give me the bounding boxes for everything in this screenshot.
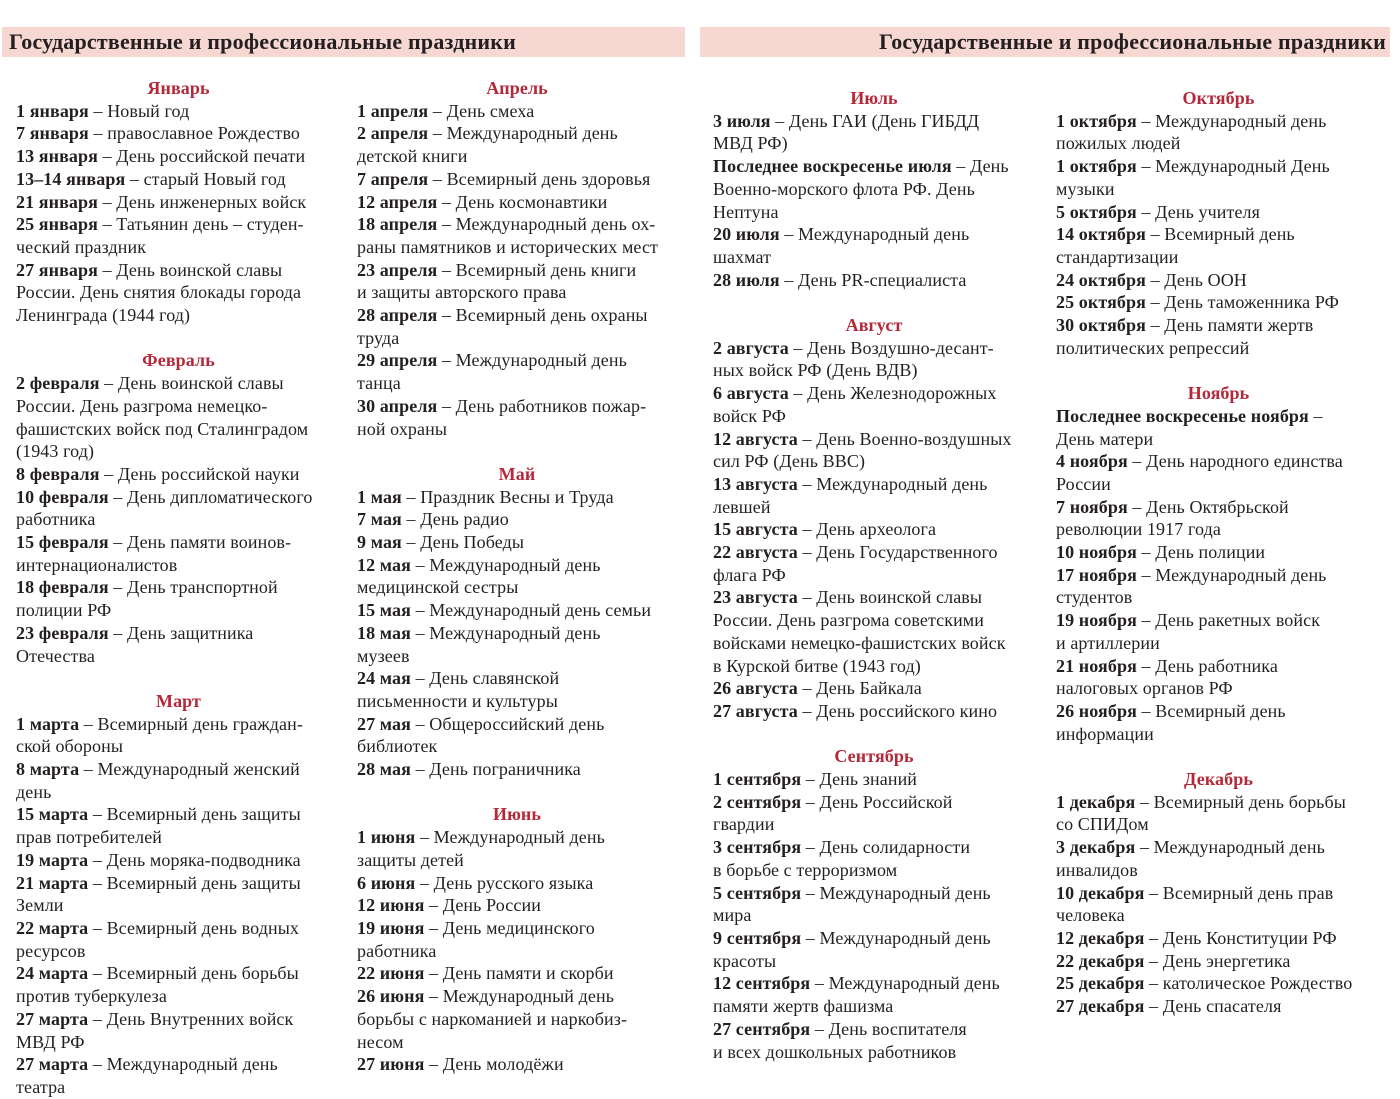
holiday-entry: [16, 100, 341, 123]
holiday-name: – старый Новый год: [125, 168, 286, 189]
holiday-entry: [357, 826, 677, 871]
holiday-date: 18 февраля: [16, 577, 109, 598]
holiday-entry: [357, 758, 677, 781]
holiday-entry: [357, 168, 677, 191]
holiday-date: 24 октября: [1056, 269, 1146, 290]
month-spacer: [1056, 745, 1381, 768]
holiday-name: – Международный день левшей: [713, 473, 988, 517]
holiday-date: 21 марта: [16, 872, 89, 893]
column-4: [1056, 87, 1381, 1018]
holiday-entry: [713, 223, 1035, 268]
holiday-name: – Общероссийский день библиотек: [357, 713, 605, 757]
holiday-date: 27 декабря: [1056, 996, 1145, 1017]
holiday-date: 27 июня: [357, 1054, 425, 1075]
holiday-entry: [713, 768, 1035, 791]
holiday-entry: [1056, 541, 1381, 564]
holiday-name: – День народного единства России: [1056, 451, 1343, 494]
month-spacer: [713, 723, 1035, 746]
holiday-entry: [357, 622, 677, 667]
holiday-name: – Всемирный день водных ресурсов: [16, 917, 299, 961]
holiday-date: 24 мая: [357, 668, 411, 689]
holiday-entry: [1056, 564, 1381, 609]
holiday-date: 13 августа: [713, 473, 798, 494]
holiday-name: – Международный день шахмат: [713, 224, 970, 267]
holiday-entry: [16, 622, 341, 667]
holiday-name: – День инженерных войск: [97, 191, 307, 212]
holiday-date: 12 июня: [357, 895, 425, 916]
holiday-entry: [1056, 791, 1381, 836]
holiday-entry: [16, 213, 341, 258]
holiday-date: 13–14 января: [16, 168, 126, 189]
holiday-date: 30 октября: [1056, 315, 1146, 336]
holiday-entry: [713, 836, 1035, 881]
holiday-date: 7 ноября: [1056, 496, 1128, 517]
holiday-entry: [357, 894, 677, 917]
holiday-date: 3 сентября: [713, 837, 802, 858]
holiday-entry: [16, 1053, 341, 1098]
holiday-entry: [357, 985, 677, 1053]
holiday-date: 27 августа: [713, 700, 798, 721]
holiday-entry: [16, 372, 341, 463]
holiday-name: – Международный женский день: [16, 759, 300, 802]
holiday-date: 1 апреля: [357, 100, 429, 121]
holiday-entry: [357, 667, 677, 712]
holiday-date: 10 февраля: [16, 486, 109, 507]
column-3: [713, 87, 1035, 1063]
holiday-date: 6 августа: [713, 383, 789, 404]
holiday-entry: [713, 1018, 1035, 1063]
holiday-name: – Международный день театра: [16, 1054, 278, 1097]
holiday-entry: [357, 349, 677, 394]
holiday-entry: [16, 758, 341, 803]
holiday-date: 6 июня: [357, 872, 416, 893]
holiday-date: 1 мая: [357, 486, 402, 507]
holiday-name: – День дипломатического работника: [16, 486, 313, 530]
holiday-date: 26 ноября: [1056, 700, 1137, 721]
holiday-date: 15 мая: [357, 600, 411, 621]
holiday-entry: [1056, 314, 1381, 359]
holiday-entry: [1056, 882, 1381, 927]
holiday-name: – День Октябрьской революции 1917 года: [1056, 496, 1289, 540]
holiday-date: 17 ноября: [1056, 564, 1137, 585]
page-title-right: Государственные и профессиональные праздники: [878, 29, 1386, 54]
holiday-entry: [16, 531, 341, 576]
holiday-name: – День Байкала: [797, 678, 922, 699]
holiday-entry: [357, 259, 677, 304]
holiday-date: 4 ноября: [1056, 451, 1128, 472]
holiday-entry: [357, 531, 677, 554]
holiday-entry: [713, 700, 1035, 723]
holiday-name: – День ГАИ (День ГИБДД МВД РФ): [713, 110, 980, 154]
holiday-entry: [357, 508, 677, 531]
holiday-entry: [357, 599, 677, 622]
holiday-entry: [16, 122, 341, 145]
holiday-name: – День работников пожар- ной охраны: [357, 395, 647, 439]
holiday-date: 29 апреля: [357, 350, 438, 371]
holiday-name: – Новый год: [88, 100, 190, 121]
holiday-name: – День памяти жертв политических репрессий: [1056, 315, 1314, 358]
holiday-date: 1 сентября: [713, 769, 802, 790]
holiday-date: 12 августа: [713, 428, 798, 449]
month-heading: Декабрь: [1184, 769, 1253, 790]
holiday-entry: [16, 486, 341, 531]
holiday-date: 7 апреля: [357, 168, 429, 189]
holiday-entry: [713, 586, 1035, 677]
holiday-entry: [357, 554, 677, 599]
holiday-entry: [357, 213, 677, 258]
holiday-name: – Международный день музеев: [357, 622, 601, 666]
holiday-name: – Международный день борьбы с наркоманией и наркобиз- несом: [357, 986, 628, 1052]
holiday-entry: [357, 962, 677, 985]
holiday-date: 27 сентября: [713, 1018, 811, 1039]
holiday-name: – День космонавтики: [437, 191, 608, 212]
holiday-name: – православное Рождество: [88, 123, 301, 144]
holiday-date: 3 декабря: [1056, 837, 1136, 858]
holiday-date: 19 июня: [357, 917, 425, 938]
month-heading: Июль: [850, 88, 898, 108]
holiday-date: 2 августа: [713, 337, 789, 358]
holiday-date: 1 октября: [1056, 156, 1137, 177]
holiday-entry: [357, 395, 677, 440]
holiday-name: – День PR-специалиста: [779, 269, 967, 290]
holiday-name: – День Российской гвардии: [713, 791, 953, 835]
holiday-name: – День ООН: [1145, 269, 1247, 290]
holiday-name: – Международный день пожилых людей: [1056, 110, 1327, 154]
holiday-name: – День солидарности в борьбе с терроризмом: [713, 837, 971, 880]
holiday-date: 12 мая: [357, 554, 411, 575]
holiday-name: – Татьянин день – студен- ческий праздник: [16, 214, 304, 257]
holiday-date: 22 июня: [357, 963, 425, 984]
holiday-entry: [1056, 972, 1381, 995]
holiday-date: 22 декабря: [1056, 950, 1145, 971]
month-spacer: [16, 327, 341, 350]
holiday-date: 18 мая: [357, 622, 411, 643]
holiday-entry: [1056, 269, 1381, 292]
holiday-date: 13 января: [16, 146, 98, 167]
holiday-date: 1 марта: [16, 713, 80, 734]
holiday-name: – Международный день танца: [357, 350, 627, 394]
month-heading: Июнь: [492, 804, 542, 825]
holiday-name: – Всемирный день граждан- ской обороны: [16, 713, 303, 757]
holiday-name: – Всемирный день защиты прав потребителей: [16, 804, 301, 848]
holiday-date: 21 января: [16, 191, 98, 212]
holiday-entry: [713, 518, 1035, 541]
holiday-entry: [713, 337, 1035, 382]
holiday-name: – День славянской письменности и культуры: [357, 668, 560, 711]
holiday-entry: [357, 100, 677, 123]
holiday-name: – День Государственного флага РФ: [713, 542, 998, 585]
holiday-entry: [713, 269, 1035, 292]
month-spacer: [713, 291, 1035, 314]
holiday-date: 27 марта: [16, 1008, 89, 1029]
month-heading: Март: [155, 690, 201, 711]
holiday-date: 18 апреля: [357, 214, 438, 235]
holiday-entry: [713, 428, 1035, 473]
holiday-entry: [16, 713, 341, 758]
holiday-name: – День Железнодорожных войск РФ: [713, 383, 997, 426]
holiday-date: 21 ноября: [1056, 655, 1137, 676]
holiday-date: 12 декабря: [1056, 927, 1145, 948]
holiday-entry: [357, 122, 677, 167]
holiday-name: – Праздник Весны и Труда: [401, 486, 614, 507]
holiday-entry: [1056, 655, 1381, 700]
holiday-entry: [16, 145, 341, 168]
holiday-entry: [1056, 836, 1381, 881]
holiday-name: – День учителя: [1136, 201, 1261, 222]
holiday-entry: [357, 917, 677, 962]
holiday-date: 1 июня: [357, 827, 416, 848]
holiday-date: 27 мая: [357, 713, 411, 734]
holiday-date: 9 сентября: [713, 927, 802, 948]
holiday-date: 26 августа: [713, 678, 798, 699]
holiday-date: 9 мая: [357, 532, 402, 553]
holiday-name: – День знаний: [801, 769, 918, 790]
holiday-entry: [1056, 201, 1381, 224]
holiday-entry: [713, 473, 1035, 518]
holiday-entry: [16, 917, 341, 962]
holiday-entry: [1056, 405, 1381, 450]
holiday-name: – День полиции: [1136, 542, 1266, 563]
holiday-name: – День моряка-подводника: [88, 849, 301, 870]
holiday-name: – День Внутренних войск МВД РФ: [16, 1008, 294, 1052]
holiday-name: – День работника налоговых органов РФ: [1056, 655, 1278, 699]
holiday-date: 15 августа: [713, 519, 798, 540]
holiday-entry: [16, 1008, 341, 1053]
holiday-name: – День Конституции РФ: [1144, 927, 1337, 948]
holiday-entry: [1056, 950, 1381, 973]
holiday-entry: [1056, 110, 1381, 155]
holiday-name: – День воинской славы России. День разгрома немецко- фашистских войск под Сталинградом (1943 год): [16, 373, 309, 462]
holiday-entry: [1056, 223, 1381, 268]
holiday-date: 28 апреля: [357, 305, 438, 326]
holiday-entry: [713, 155, 1035, 223]
holiday-date: 5 сентября: [713, 882, 802, 903]
holiday-date: 25 декабря: [1056, 973, 1145, 994]
holiday-entry: [357, 486, 677, 509]
holiday-name: – Международный день ох- раны памятников и исторических мест: [357, 214, 659, 257]
holiday-date: 8 марта: [16, 759, 80, 780]
holiday-name: – День транспортной полиции РФ: [16, 577, 278, 621]
holiday-date: 28 мая: [357, 759, 411, 780]
month-heading: Октябрь: [1182, 88, 1255, 108]
month-spacer: [357, 440, 677, 463]
holiday-name: – Всемирный день книги и защиты авторского права: [357, 259, 637, 303]
month-heading: Ноябрь: [1187, 383, 1250, 404]
holiday-date: 1 октября: [1056, 110, 1137, 131]
holiday-name: – День таможенника РФ: [1145, 292, 1339, 313]
holiday-date: 23 февраля: [16, 622, 109, 643]
holiday-date: 19 марта: [16, 849, 89, 870]
holiday-entry: [1056, 700, 1381, 745]
holiday-name: – Международный день студентов: [1056, 564, 1327, 608]
holiday-name: – День русского языка: [415, 872, 594, 893]
holiday-date: 12 сентября: [713, 973, 811, 994]
holiday-name: – День защитника Отечества: [16, 622, 254, 666]
holiday-entry: [713, 382, 1035, 427]
holiday-date: 23 августа: [713, 587, 798, 608]
holiday-name: – Международный день семьи: [410, 600, 652, 621]
holiday-name: – Международный день медицинской сестры: [357, 554, 601, 598]
holiday-entry: [16, 576, 341, 621]
holiday-date: 1 декабря: [1056, 791, 1136, 812]
holiday-name: – День памяти и скорби: [424, 963, 614, 984]
holiday-name: – Всемирный день здоровья: [428, 168, 651, 189]
holiday-name: – Международный день защиты детей: [357, 827, 605, 870]
holiday-name: – День российской науки: [99, 463, 300, 484]
holiday-date: 22 марта: [16, 917, 89, 938]
holiday-date: 25 января: [16, 214, 98, 235]
holiday-name: – День смеха: [428, 100, 535, 121]
holiday-name: – Всемирный день охраны труда: [357, 305, 648, 348]
month-heading: Август: [845, 315, 903, 336]
holiday-entry: [1056, 450, 1381, 495]
month-heading: Май: [498, 463, 536, 484]
holiday-entry: [1056, 609, 1381, 654]
holiday-name: – День российской печати: [97, 146, 306, 167]
holiday-name: – Международный день красоты: [713, 927, 991, 971]
holiday-name: – День российского кино: [797, 700, 998, 721]
holiday-entry: [713, 882, 1035, 927]
holiday-name: – День спасателя: [1144, 996, 1282, 1017]
holiday-name: – Всемирный день прав человека: [1056, 882, 1334, 926]
holiday-name: – Всемирный день защиты Земли: [16, 872, 301, 916]
holiday-entry: [357, 872, 677, 895]
holiday-entry: [713, 927, 1035, 972]
month-heading: Апрель: [486, 78, 548, 98]
holiday-entry: [713, 972, 1035, 1017]
header-banner-left: [2, 27, 685, 57]
holiday-entry: [1056, 155, 1381, 200]
holiday-entry: [16, 872, 341, 917]
holiday-name: – День воспитателя и всех дошкольных работников: [713, 1018, 967, 1062]
holiday-name: – Международный день детской книги: [357, 123, 618, 167]
column-2: [357, 77, 677, 1076]
holiday-date: 10 ноября: [1056, 542, 1137, 563]
holiday-date: 28 июля: [713, 269, 780, 290]
holiday-name: – Международный день мира: [713, 882, 991, 926]
holiday-name: – День России: [424, 895, 541, 916]
holiday-date: 15 февраля: [16, 532, 109, 553]
month-heading: Сентябрь: [834, 746, 914, 767]
holiday-name: – День ракетных войск и артиллерии: [1056, 610, 1321, 653]
holiday-entry: [16, 191, 341, 214]
holiday-name: – Всемирный день борьбы со СПИДом: [1056, 791, 1346, 835]
holiday-date: 20 июля: [713, 224, 780, 245]
holiday-date: 19 ноября: [1056, 610, 1137, 631]
holiday-entry: [357, 304, 677, 349]
holiday-date: 15 марта: [16, 804, 89, 825]
holiday-date: 22 августа: [713, 542, 798, 563]
holiday-date: 1 января: [16, 100, 89, 121]
holiday-entry: [357, 191, 677, 214]
holiday-name: – Всемирный день стандартизации: [1056, 224, 1295, 267]
header-banner-right: [700, 27, 1390, 57]
holiday-name: – День матери: [1056, 405, 1323, 449]
holiday-date: 8 февраля: [16, 463, 100, 484]
holiday-entry: [1056, 496, 1381, 541]
holiday-date: 27 марта: [16, 1054, 89, 1075]
holiday-name: – День воинской славы России. День снятия блокады города Ленинграда (1944 год): [16, 259, 302, 326]
holiday-entry: [16, 962, 341, 1007]
holiday-entry: [16, 463, 341, 486]
holiday-entry: [357, 1053, 677, 1076]
holiday-name: – Международный день памяти жертв фашизма: [713, 973, 1000, 1017]
holiday-date: 12 апреля: [357, 191, 438, 212]
holiday-name: – День Победы: [401, 532, 525, 553]
holiday-entry: [357, 713, 677, 758]
holiday-date: 2 сентября: [713, 791, 802, 812]
holiday-entry: [16, 259, 341, 327]
month-heading: Январь: [147, 78, 210, 98]
holiday-date: 3 июля: [713, 110, 771, 131]
holiday-name: – католическое Рождество: [1144, 973, 1353, 994]
month-spacer: [357, 781, 677, 804]
month-spacer: [16, 667, 341, 690]
holiday-entry: [713, 791, 1035, 836]
holiday-date: 14 октября: [1056, 224, 1146, 245]
holiday-date: Последнее воскресенье ноября: [1056, 405, 1309, 426]
holiday-name: – День пограничника: [410, 759, 581, 780]
page-title-left: Государственные и профессиональные праздники: [9, 29, 517, 54]
holiday-name: – День памяти воинов- интернационалистов: [16, 532, 292, 575]
holiday-entry: [1056, 995, 1381, 1018]
month-spacer: [1056, 359, 1381, 382]
holiday-date: 10 декабря: [1056, 882, 1145, 903]
holiday-name: – День энергетика: [1144, 950, 1291, 971]
holiday-name: – День радио: [401, 509, 509, 530]
holiday-name: – День медицинского работника: [357, 917, 595, 961]
holiday-entry: [16, 168, 341, 191]
holiday-date: 5 октября: [1056, 201, 1137, 222]
holiday-date: Последнее воскресенье июля: [713, 156, 952, 177]
holiday-name: – День археолога: [797, 519, 937, 540]
holiday-entry: [713, 110, 1035, 155]
column-1: [16, 77, 341, 1099]
holiday-date: 24 марта: [16, 963, 89, 984]
holiday-name: – Международный день инвалидов: [1056, 837, 1325, 880]
holiday-date: 26 июня: [357, 986, 425, 1007]
holiday-name: – День Военно-воздушных сил РФ (День ВВС): [713, 428, 1012, 472]
holiday-date: 2 февраля: [16, 373, 100, 394]
holiday-date: 25 октября: [1056, 292, 1146, 313]
holiday-name: – Международный День музыки: [1056, 156, 1330, 199]
holiday-name: – День молодёжи: [424, 1054, 564, 1075]
holiday-entry: [1056, 927, 1381, 950]
holiday-name: – Всемирный день информации: [1056, 700, 1286, 744]
holiday-date: 2 апреля: [357, 123, 429, 144]
month-heading: Февраль: [142, 350, 215, 371]
holiday-date: 30 апреля: [357, 395, 438, 416]
holiday-name: – День Воздушно-десант- ных войск РФ (День ВДВ): [713, 337, 994, 381]
holiday-entry: [713, 541, 1035, 586]
holiday-name: – Всемирный день борьбы против туберкулеза: [16, 963, 299, 1007]
holiday-date: 27 января: [16, 259, 98, 280]
holiday-entry: [1056, 291, 1381, 314]
holiday-entry: [16, 849, 341, 872]
holiday-date: 23 апреля: [357, 259, 438, 280]
holiday-name: – День Военно-морского флота РФ. День Нептуна: [713, 156, 1009, 222]
holiday-entry: [16, 803, 341, 848]
holiday-entry: [713, 677, 1035, 700]
holiday-date: 7 января: [16, 123, 89, 144]
holiday-date: 7 мая: [357, 509, 402, 530]
holiday-name: – День воинской славы России. День разгрома советскими войсками немецко-фашистских войск в Курской битве (1943 год): [713, 587, 1006, 676]
